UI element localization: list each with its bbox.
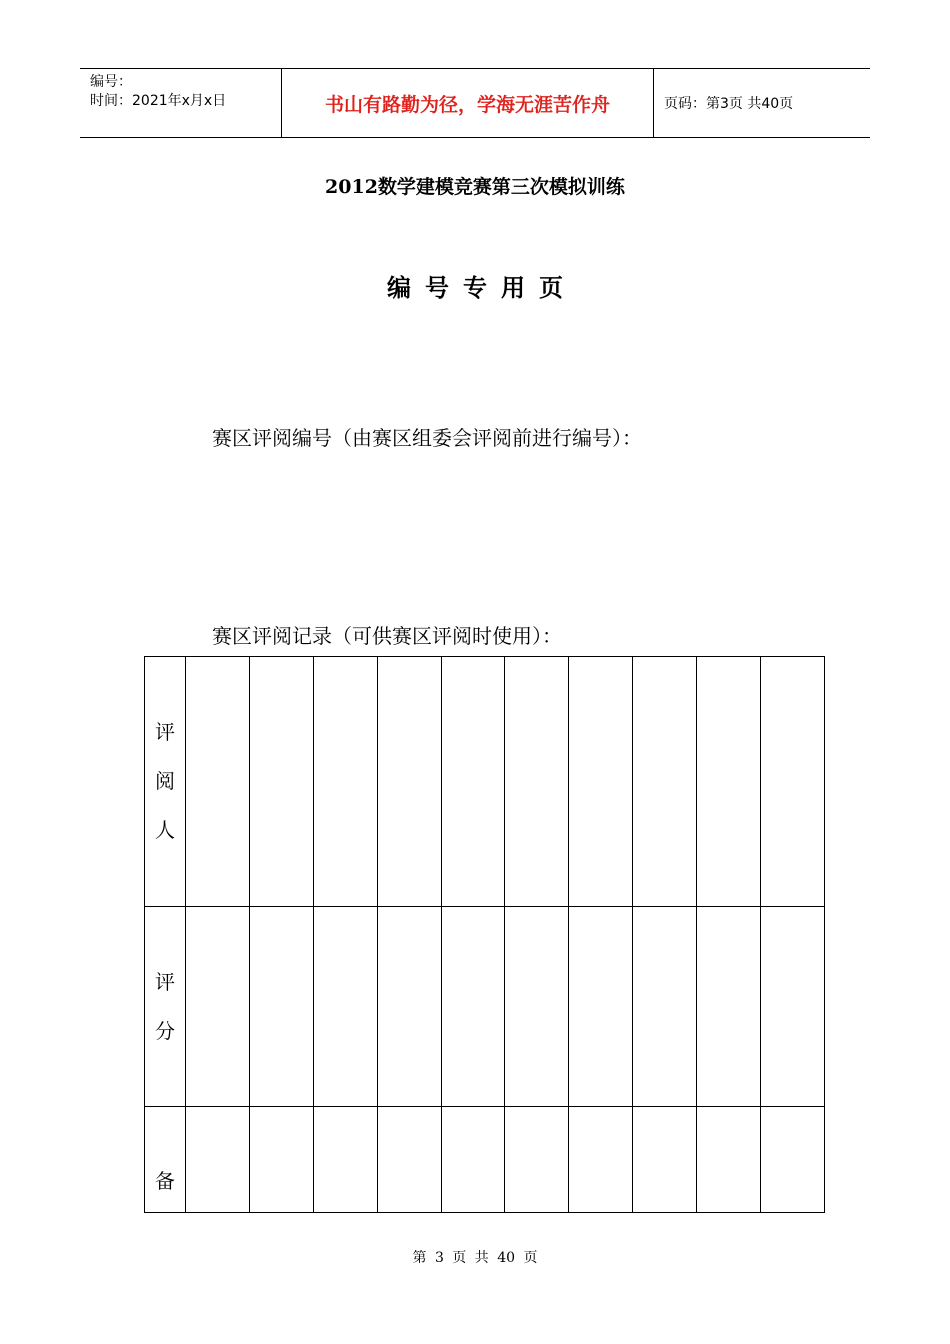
document-subtitle: 编号专用页 (387, 273, 577, 302)
review-blank-cell[interactable] (761, 657, 825, 907)
review-row-label-text: 评分 (155, 969, 175, 1043)
review-blank-cell[interactable] (441, 1107, 505, 1213)
review-blank-cell[interactable] (761, 1107, 825, 1213)
review-blank-cell[interactable] (377, 1107, 441, 1213)
review-blank-cell[interactable] (313, 657, 377, 907)
review-blank-cell[interactable] (377, 907, 441, 1107)
review-blank-cell[interactable] (186, 657, 250, 907)
review-blank-cell[interactable] (697, 907, 761, 1107)
review-blank-cell[interactable] (569, 1107, 633, 1213)
review-blank-cell[interactable] (633, 657, 697, 907)
numbering-line: 赛区评阅编号（由赛区组委会评阅前进行编号）： (212, 426, 642, 450)
header-number-label: 编号： (90, 74, 132, 90)
review-blank-cell[interactable] (313, 907, 377, 1107)
header-time-label: 时间：2021年x月x日 (90, 93, 227, 109)
review-blank-cell[interactable] (249, 1107, 313, 1213)
review-blank-cell[interactable] (633, 907, 697, 1107)
header-motto: 书山有路勤为径，学海无涯苦作舟 (282, 69, 654, 137)
review-blank-cell[interactable] (697, 657, 761, 907)
review-blank-cell[interactable] (633, 1107, 697, 1213)
review-row-label (145, 907, 186, 1107)
review-table-row (145, 657, 825, 907)
header-meta (80, 69, 282, 137)
document-title: 2012数学建模竞赛第三次模拟训练 (325, 176, 625, 198)
record-line: 赛区评阅记录（可供赛区评阅时使用）： (212, 624, 562, 648)
review-row-label (145, 1107, 186, 1213)
review-blank-cell[interactable] (441, 657, 505, 907)
review-table (144, 656, 825, 1213)
review-blank-cell[interactable] (505, 1107, 569, 1213)
review-blank-cell[interactable] (697, 1107, 761, 1213)
review-blank-cell[interactable] (186, 907, 250, 1107)
page-header (80, 68, 870, 138)
review-blank-cell[interactable] (377, 657, 441, 907)
review-row-label-text: 备 (155, 1169, 175, 1193)
review-blank-cell[interactable] (249, 657, 313, 907)
review-blank-cell[interactable] (761, 907, 825, 1107)
review-blank-cell[interactable] (569, 907, 633, 1107)
header-page-info: 页码：第3页 共40页 (664, 96, 794, 112)
review-blank-cell[interactable] (313, 1107, 377, 1213)
review-row-label-text: 评阅人 (155, 720, 175, 842)
review-table-row (145, 907, 825, 1107)
review-table-row (145, 1107, 825, 1213)
review-blank-cell[interactable] (505, 657, 569, 907)
review-blank-cell[interactable] (505, 907, 569, 1107)
review-blank-cell[interactable] (186, 1107, 250, 1213)
review-blank-cell[interactable] (441, 907, 505, 1107)
review-row-label (145, 657, 186, 907)
page-footer: 第 3 页 共 40 页 (412, 1250, 538, 1266)
review-blank-cell[interactable] (249, 907, 313, 1107)
review-blank-cell[interactable] (569, 657, 633, 907)
